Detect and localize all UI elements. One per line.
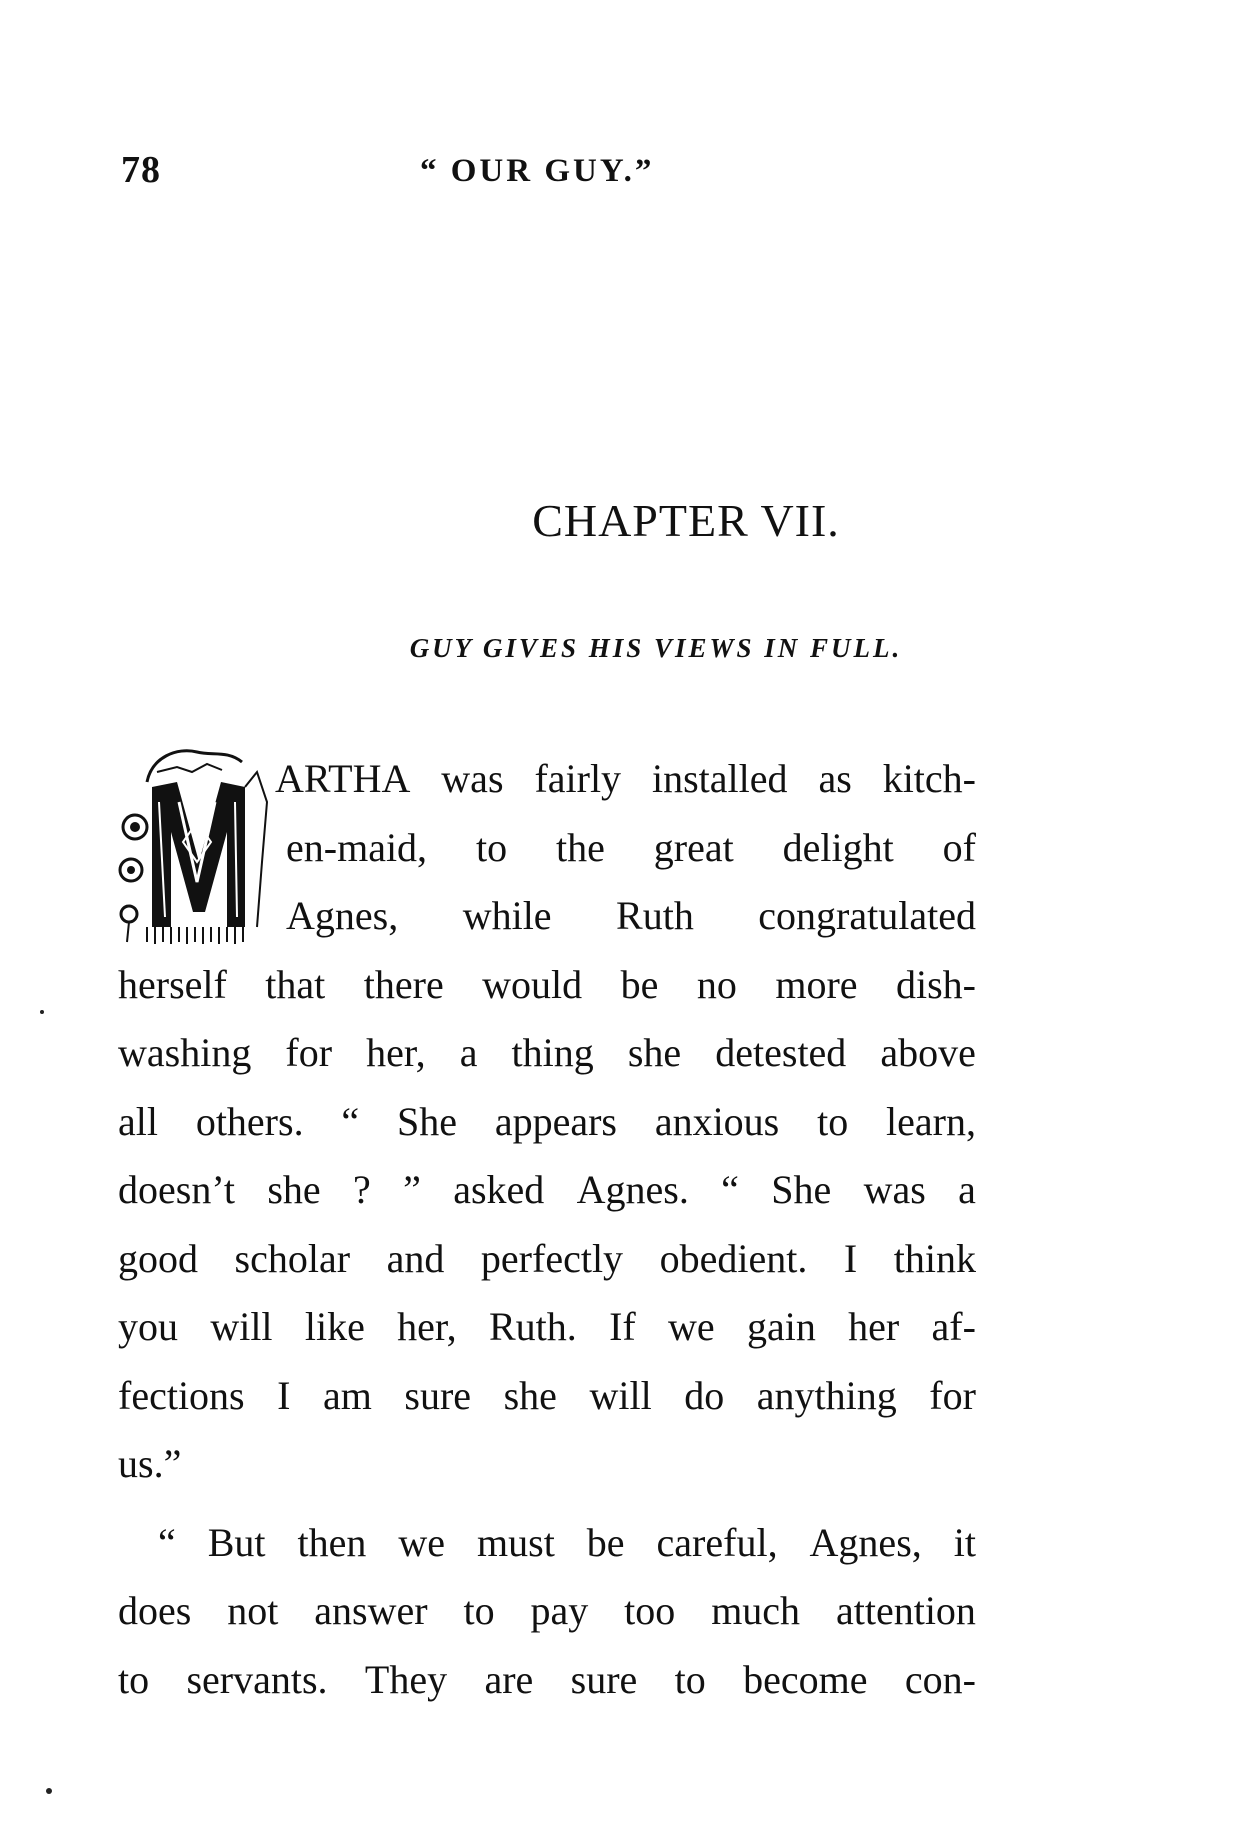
text-line: fections I am sure she will do anything for [118,1372,976,1418]
paper-speck [40,1010,44,1014]
page-number: 78 [121,149,161,191]
chapter-title: CHAPTER VII. [532,495,840,546]
text-line: you will like her, Ruth. If we gain her af- [118,1304,976,1349]
text-line: ARTHA was fairly installed as kitch- [275,756,976,801]
text-line: en-maid, to the great delight of [286,824,976,870]
chapter-subtitle: GUY GIVES HIS VIEWS IN FULL. [409,633,903,663]
text-line: herself that there would be no more dish- [118,961,976,1007]
text-line: to servants. They are sure to become con- [118,1656,976,1702]
text-line: washing for her, a thing she detested above [118,1030,976,1075]
text-line: “ But then we must be careful, Agnes, it [158,1519,976,1565]
text-line: Agnes, while Ruth congratulated [286,893,976,938]
text-line: all others. “ She appears anxious to learn, [118,1098,976,1144]
paper-speck [46,1788,52,1794]
running-head: “ OUR GUY.” [420,153,655,189]
text-line: does not answer to pay too much attention [118,1588,976,1633]
text-line: doesn’t she ? ” asked Agnes. “ She was a [118,1167,976,1212]
text-line: good scholar and perfectly obedient. I think [118,1235,976,1281]
body-text [118,745,976,1714]
text-line: us.” [118,1441,182,1486]
